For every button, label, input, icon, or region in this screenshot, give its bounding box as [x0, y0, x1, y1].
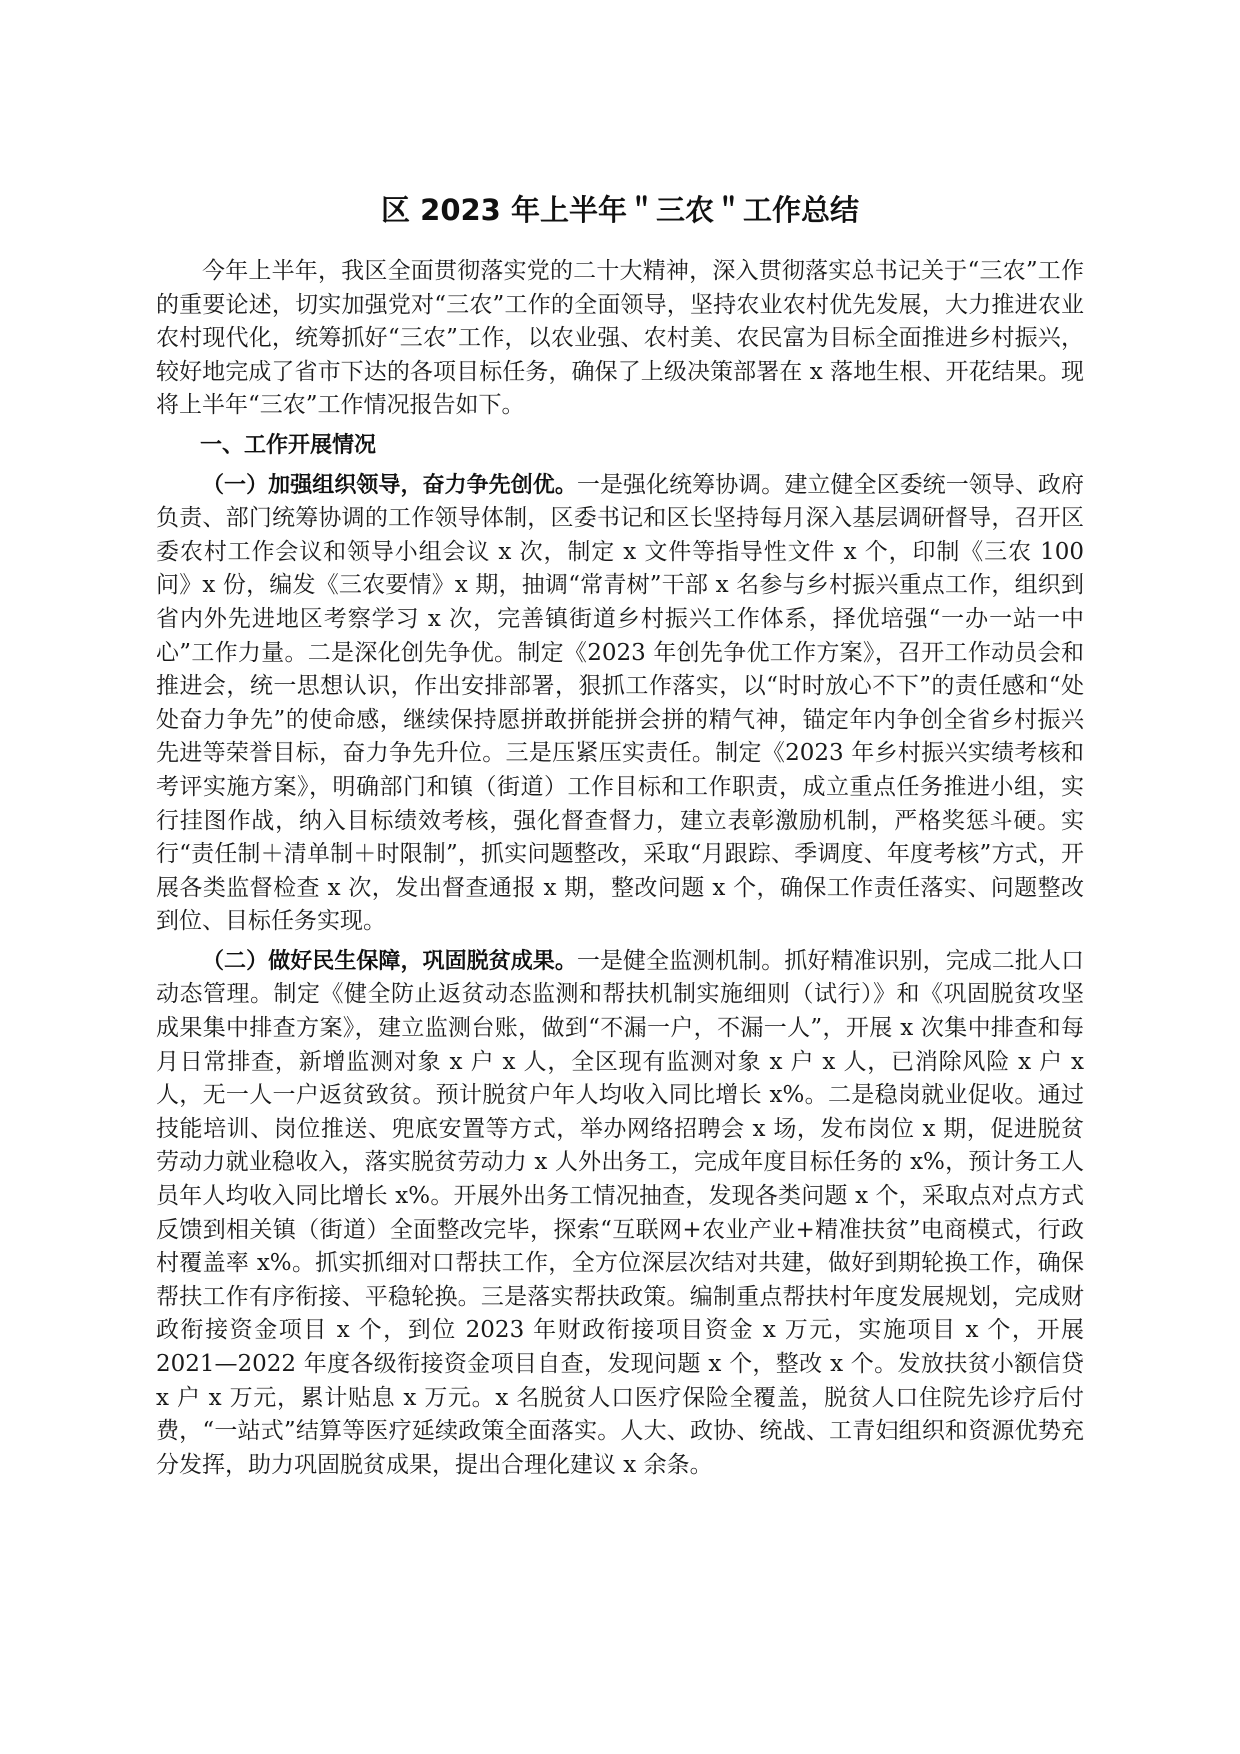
paragraph-1-text: 一是强化统筹协调。建立健全区委统一领导、政府负责、部门统筹协调的工作领导体制，区委书记和区长坚持每月深入基层调研督导，召开区委农村工作会议和领导小组会议 x 次，制定 x 文件等指导性文件 x 个，印制《三农 100 问》x 份，编发《三农要情》x 期，抽调“常青树”干部 x 名参与乡村振兴重点工作，组织到省内外先进地区考察学习 x 次，完善镇街道乡村振兴工作体系，择优培强“一办一站一中心”工作力量。二是深化创先争优。制定《2023 年创先争优工作方案》，召开工作动员会和推进会，统一思想认识，作出安排部署，狠抓工作落实，以“时时放心不下”的责任感和“处处奋力争先”的使命感，继续保持愿拼敢拼能拼会拼的精气神，锚定年内争创全省乡村振兴先进等荣誉目标，奋力争先升位。三是压紧压实责任。制定《2023 年乡村振兴实绩考核和考评实施方案》，明确部门和镇（街道）工作目标和工作职责，成立重点任务推进小组，实行挂图作战，纳入目标绩效考核，强化督查督力，建立表彰激励机制，严格奖惩斗硬。实行“责任制＋清单制＋时限制”，抓实问题整改，采取“月跟踪、季调度、年度考核”方式，开展各类监督检查 x 次，发出督查通报 x 期，整改问题 x 个，确保工作责任落实、问题整改到位、目标任务实现。	[156, 471, 1084, 935]
paragraph-2-lead: （二）做好民生保障，巩固脱贫成果。	[202, 948, 577, 974]
paragraph-2	[156, 945, 1084, 1483]
document-body	[156, 255, 1084, 1482]
intro-paragraph: 今年上半年，我区全面贯彻落实党的二十大精神，深入贯彻落实总书记关于“三农”工作的重要论述，切实加强党对“三农”工作的全面领导，坚持农业农村优先发展，大力推进农业农村现代化，统筹抓好“三农”工作，以农业强、农村美、农民富为目标全面推进乡村振兴，较好地完成了省市下达的各项目标任务，确保了上级决策部署在 x 落地生根、开花结果。现将上半年“三农”工作情况报告如下。	[156, 258, 1084, 419]
section-heading-1: 一、工作开展情况	[200, 432, 377, 458]
paragraph-2-text: 一是健全监测机制。抓好精准识别，完成二批人口动态管理。制定《健全防止返贫动态监测和帮扶机制实施细则（试行）》和《巩固脱贫攻坚成果集中排查方案》，建立监测台账，做到“不漏一户，不漏一人”，开展 x 次集中排查和每月日常排查，新增监测对象 x 户 x 人，全区现有监测对象 x 户 x 人，已消除风险 x 户 x 人，无一人一户返贫致贫。预计脱贫户年人均收入同比增长 x%。二是稳岗就业促收。通过技能培训、岗位推送、兜底安置等方式，举办网络招聘会 x 场，发布岗位 x 期，促进脱贫劳动力就业稳收入，落实脱贫劳动力 x 人外出务工，完成年度目标任务的 x%，预计务工人员年人均收入同比增长 x%。开展外出务工情况抽查，发现各类问题 x 个，采取点对点方式反馈到相关镇（街道）全面整改完毕，探索“互联网+农业产业+精准扶贫”电商模式，行政村覆盖率 x%。抓实抓细对口帮扶工作，全方位深层次结对共建，做好到期轮换工作，确保帮扶工作有序衔接、平稳轮换。三是落实帮扶政策。编制重点帮扶村年度发展规划，完成财政衔接资金项目 x 个，到位 2023 年财政衔接项目资金 x 万元，实施项目 x 个，开展 2021—2022 年度各级衔接资金项目自查，发现问题 x 个，整改 x 个。发放扶贫小额信贷 x 户 x 万元，累计贴息 x 万元。x 名脱贫人口医疗保险全覆盖，脱贫人口住院先诊疗后付费，“一站式”结算等医疗延续政策全面落实。人大、政协、统战、工青妇组织和资源优势充分发挥，助力巩固脱贫成果，提出合理化建议 x 余条。	[156, 947, 1084, 1478]
document-title: 区 2023 年上半年＂三农＂工作总结	[381, 193, 859, 227]
paragraph-1-lead: （一）加强组织领导，奋力争先创优。	[202, 472, 577, 498]
paragraph-1	[156, 469, 1084, 939]
